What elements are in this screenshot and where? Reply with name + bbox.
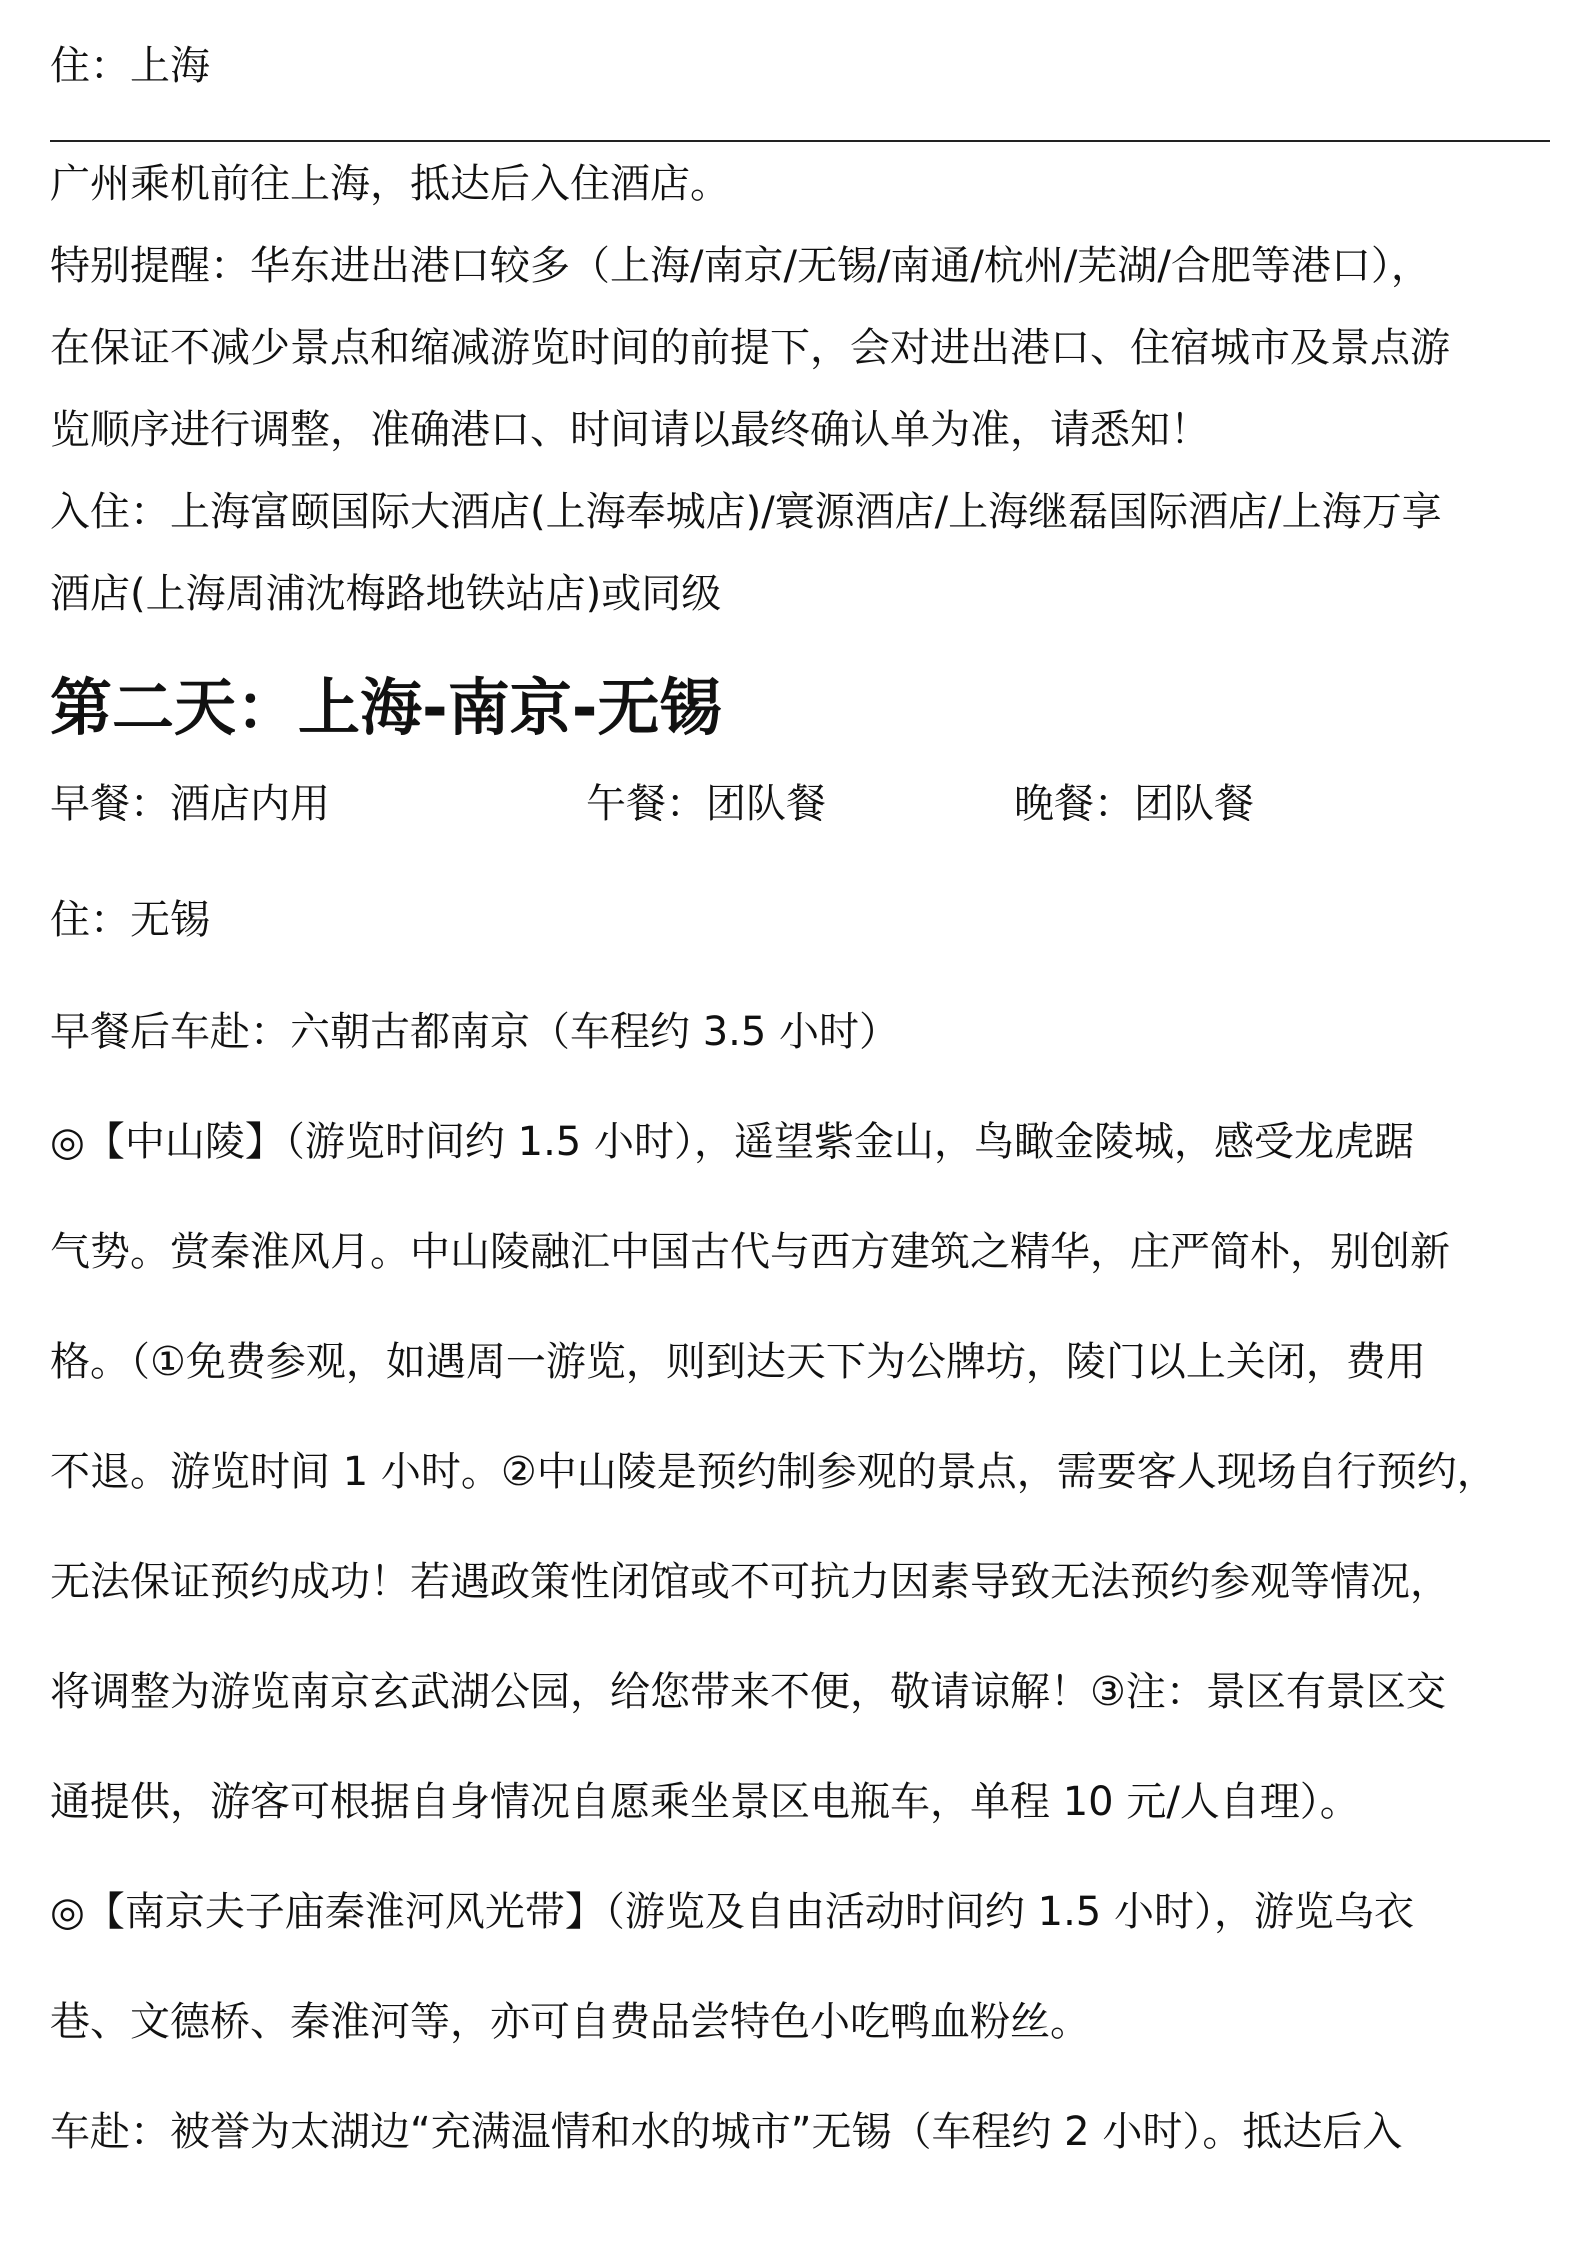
- day1-line-6: 酒店(上海周浦沈梅路地铁站店)或同级: [50, 571, 722, 617]
- day2-line-2: ◎【中山陵】（游览时间约 1.5 小时），遥望紫金山，鸟瞰金陵城，感受龙虎踞: [50, 1119, 1414, 1165]
- day2-line-6: 无法保证预约成功！若遇政策性闭馆或不可抗力因素导致无法预约参观等情况，: [50, 1559, 1450, 1605]
- day2-line-9: ◎【南京夫子庙秦淮河风光带】（游览及自由活动时间约 1.5 小时），游览乌衣: [50, 1889, 1414, 1935]
- day2-dinner: 晚餐：团队餐: [1014, 781, 1254, 827]
- day1-line-3: 在保证不减少景点和缩减游览时间的前提下，会对进出港口、住宿城市及景点游: [50, 325, 1450, 371]
- day2-line-10: 巷、文德桥、秦淮河等，亦可自费品尝特色小吃鸭血粉丝。: [50, 1999, 1090, 2045]
- divider-line: [50, 140, 1550, 142]
- day2-line-8: 通提供，游客可根据自身情况自愿乘坐景区电瓶车，单程 10 元/人自理）。: [50, 1779, 1360, 1825]
- day1-line-2: 特别提醒：华东进出港口较多（上海/南京/无锡/南通/杭州/芜湖/合肥等港口），: [50, 243, 1431, 289]
- day2-line-7: 将调整为游览南京玄武湖公园，给您带来不便，敬请谅解！③注：景区有景区交: [50, 1669, 1446, 1715]
- day2-title: 第二天：上海-南京-无锡: [50, 671, 722, 744]
- day2-line-1: 早餐后车赴：六朝古都南京（车程约 3.5 小时）: [50, 1009, 900, 1055]
- day1-line-5: 入住：上海富颐国际大酒店(上海奉城店)/寰源酒店/上海继磊国际酒店/上海万享: [50, 489, 1442, 535]
- day2-lunch: 午餐：团队餐: [586, 781, 826, 827]
- day2-breakfast: 早餐：酒店内用: [50, 781, 330, 827]
- day1-line-1: 广州乘机前往上海，抵达后入住酒店。: [50, 161, 730, 207]
- day2-stay: 住：无锡: [50, 897, 210, 943]
- day2-line-3: 气势。赏秦淮风月。中山陵融汇中国古代与西方建筑之精华，庄严简朴，别创新: [50, 1229, 1450, 1275]
- day2-line-11: 车赴：被誉为太湖边“充满温情和水的城市”无锡（车程约 2 小时）。抵达后入: [50, 2109, 1403, 2155]
- day2-line-4: 格。（①免费参观，如遇周一游览，则到达天下为公牌坊，陵门以上关闭，费用: [50, 1339, 1426, 1385]
- day2-line-5: 不退。游览时间 1 小时。②中山陵是预约制参观的景点，需要客人现场自行预约，: [50, 1449, 1497, 1495]
- day1-stay: 住：上海: [50, 43, 210, 89]
- day1-line-4: 览顺序进行调整，准确港口、时间请以最终确认单为准，请悉知！: [50, 407, 1210, 453]
